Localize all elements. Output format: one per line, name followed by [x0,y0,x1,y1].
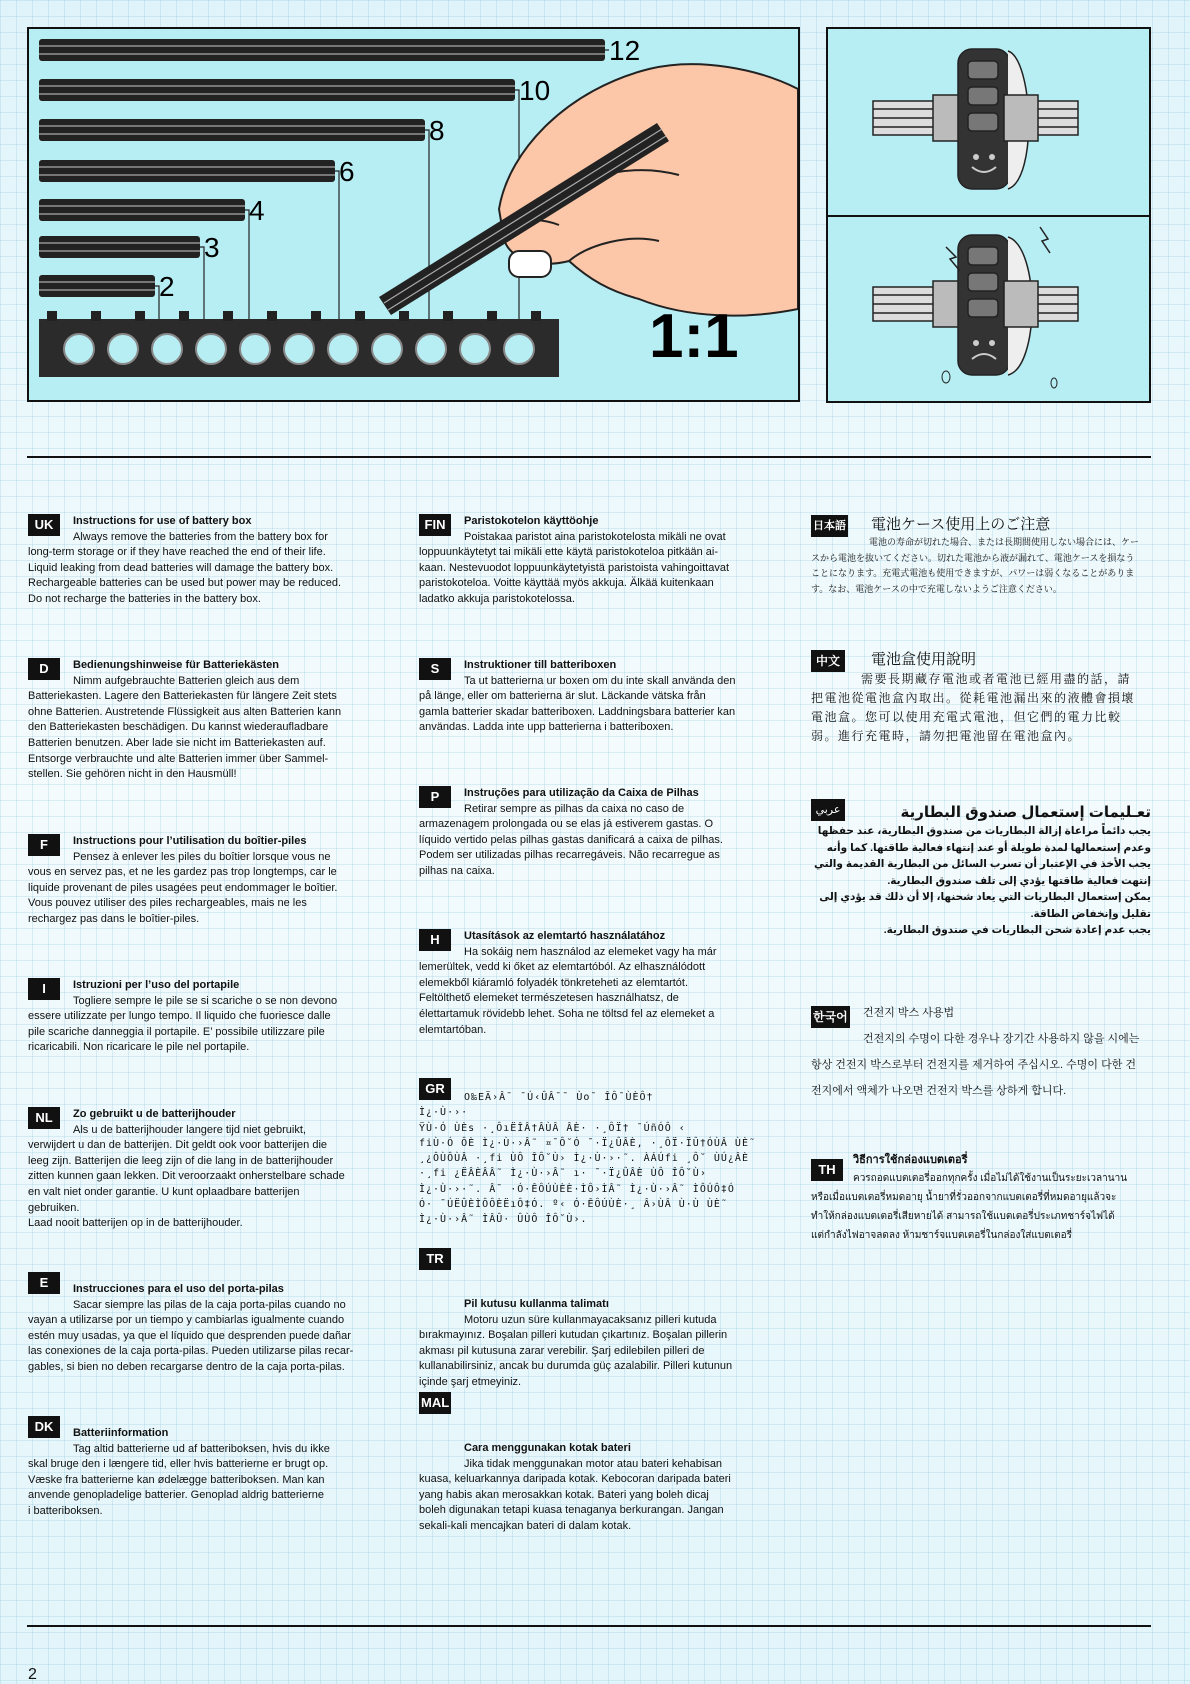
section-uk [28,514,378,608]
section-tr [419,1248,779,1391]
section-body: Als u de batterijhouder langere tijd niet gebruikt, verwijdert u dan de batterijen. Dit geldt ook voor batterijen die leeg zijn. Batterijen die leeg zijn of die lang in de batterijhouder zitten kunnen gaan lekken. Dit veroorzaakt onherstelbare schade en valt niet onder garantie. U kunt oplaadbare batterijen gebruiken. Laad nooit batterijen op in de batterijhouder. [28,1123,345,1230]
section-nl [28,1107,378,1232]
section-title: Instruktioner till batteriboxen [464,659,617,671]
axle-3 [39,236,200,258]
axle-10 [39,79,515,101]
bottom-divider [27,1625,1151,1627]
language-tag: P [419,786,451,808]
section-body: Ta ut batterierna ur boxen om du inte skall använda den på länge, eller om batterierna är slut. Läckande vätska från gamla batterier skadar batteriboxen. Laddningsbara batterier kan användas. Ladda inte upp batterierna i batteriboxen. [419,674,736,734]
section-dk [28,1416,378,1520]
section-jp [811,515,1151,597]
section-body: Tag altid batterierne ud af batteriboksen, hvis du ikke skal bruge den i længere tid, eller hvis batterierne er brugt op. Væske fra batterierne kan ødelægge batteriboksen. Man kan anvende genopladelige batterier. Genoplad aldrig batterierne i batteriboksen. [28,1442,330,1517]
length-label-10: 10 [519,75,551,106]
section-body: يجب دائماً مراعاة إزالة البطاريات من صندوق البطارية، عند حفظها وعدم إستعمالها لمدة طويلة أو عند إنتهاء فعالية طاقتها. كما وأنه يجب الأخذ في الإعتبار أن تسرب السائل من البطارية القديمة والتي إنتهت فعالية طاقتها يؤدي إلى تلف صندوق البطارية. يمكن إستعمال البطاريات التي يعاد شحنها، إلا أن ذلك قد يؤدي إلى تقليل وإنخفاض الطاقة. يجب عدم إعادة شحن البطاريات في صندوق البطارية. [813,825,1151,936]
axle-size-graphic [29,29,798,400]
section-title: 電池盒使用說明 [871,651,977,668]
language-tag: H [419,929,451,951]
section-body: Pensez à enlever les piles du boîtier lorsque vous ne vous en servez pas, et ne les gardez pas trop longtemps, car le liquide provenant de piles usagées peut endommager le boîtier. Vous pouvez utiliser des piles rechargeables, mais ne les rechargez pas dans le boîtier-piles. [28,850,338,925]
section-ar [811,799,1151,939]
language-tag: عربي [811,799,845,821]
section-body: Jika tidak menggunakan motor atau bateri kehabisan kuasa, keluarkannya daripada kotak. Kebocoran daripada bateri yang habis akan merosakkan kotak. Bateri yang boleh dicaj boleh digunakan tetapi kuasa tenaganya berkurangan. Jangan sekali-kali mencajkan bateri di dalam kotak. [419,1457,731,1532]
axle-6 [39,160,335,182]
section-title: Batteriinformation [73,1427,169,1439]
section-gr [419,1078,779,1228]
language-tag: E [28,1272,60,1294]
section-body: Poistakaa paristot aina paristokotelosta mikäli ne ovat loppuunkäytetyt tai mikäli ette käytä paristokoteloa pitkään ai- kaan. Nestevuodot loppuunkäytetyistä paristoista vahingoittavat paristokoteloa. Voitte käyttää myös akkuja. Älkää kuitenkaan ladatko akkuja paristokotelossa. [419,530,730,605]
section-kr [811,1006,1151,1104]
section-body: Always remove the batteries from the battery box for long-term storage or if they have reached the end of their life. Liquid leaking from dead batteries will damage the battery box. Rechargeable batteries can be used but power may be reduced. Do not recharge the batteries in the battery box. [28,530,342,605]
section-body: 電池の寿命が切れた場合、または長期間使用しない場合には、ケー スから電池を抜いてください。切れた電池から液が漏れて、電池ケースを損なう ことになります。充電式電池も使用できますが、パワーは弱くなることがありま す。なお、電池ケースの中で充電しないようご注意ください。 [811,537,1140,594]
section-i [28,978,378,1056]
section-title: Instructions for use of battery box [73,515,252,527]
language-tag: 日本語 [811,515,848,537]
section-title: Instruções para utilização da Caixa de Pilhas [464,787,699,799]
section-s [419,658,779,736]
section-title: Paristokotelon käyttöohje [464,515,599,527]
section-mal [419,1392,779,1535]
section-th [811,1153,1151,1245]
language-tag: FIN [419,514,451,536]
section-body: Motoru uzun süre kullanmayacaksanız pilleri kutuda bırakmayınız. Boşalan pilleri kutudan çıkartınız. Boşalan pillerin akması pil kutusuna zarar verebilir. Şarj edilebilen pilleri de kullanabilirsiniz, ancak bu durumda güç azalabilir. Pilleri kutunun içinde şarj etmeyiniz. [419,1313,733,1388]
length-label-12: 12 [609,35,641,66]
axle-2 [39,275,155,297]
language-tag: D [28,658,60,680]
axle-8 [39,119,425,141]
top-divider [27,456,1151,458]
section-fin [419,514,779,608]
language-tag: GR [419,1078,451,1100]
incorrect-gear-illustration [826,215,1151,403]
section-title: Zo gebruikt u de batterijhouder [73,1108,236,1120]
section-title: Istruzioni per l’uso del portapile [73,979,240,991]
axle-12 [39,39,605,61]
section-title: Cara menggunakan kotak bateri [464,1442,631,1454]
section-body: Nimm aufgebrauchte Batterien gleich aus dem Batteriekasten. Lagere den Batteriekasten für längere Zeit stets ohne Batterien. Austretende Flüssigkeit aus alten Batterien kann den Batteriekasten beschädigen. Du kannst wiederaufladbare Batterien benutzen. Aber lade sie nicht im Batteriekasten auf. Entsorge verbrauchte und alte Batterien immer über Sammel- stellen. Sie gehören nicht in den Hausmüll! [28,674,342,781]
language-tag: DK [28,1416,60,1438]
section-body: Ha sokáig nem használod az elemeket vagy ha már lemerültek, vedd ki őket az elemtartóból. Az elhasználódott elemekből kiáramló folyadék tönkreteheti az elemtartót. Feltölthető elemeket természetesen használhatsz, de élettartamuk rövidebb lehet. Soha ne töltsd fel az elemeket a elemtartóban. [419,945,717,1036]
language-tag: I [28,978,60,1000]
section-title: Instructions pour l’utilisation du boîtier-piles [73,835,307,847]
section-body: ควรถอดแบตเตอรี่ออกทุกครั้ง เมื่อไม่ได้ใช้งานเป็นระยะเวลานาน หรือเมื่อแบตเตอรี่หมดอายุ น้ำยาที่รั่วออกจากแบตเตอรี่ที่หมดอายุแล้วจะ ทำให้กล่องแบตเตอรี่เสียหายได้ สามารถใช้แบตเตอรี่ประเภทชาร์จไฟได้ แต่กำลังไฟอาจลดลง ห้ามชาร์จแบตเตอรี่ในกล่องใส่แบตเตอรี่ [811,1172,1128,1241]
section-body: Togliere sempre le pile se si scariche o se non devono essere utilizzate per lungo tempo. Il liquido che fuoriesce dalle pile scariche danneggia il portapile. E’ possibile utilizzare pile ricaricabili. Non ricaricare le pile nel portapile. [28,994,338,1054]
language-tag: TR [419,1248,451,1270]
section-p [419,786,779,880]
section-body: 건전지의 수명이 다한 경우나 장기간 사용하지 않을 시에는 항상 건전지 박스로부터 건전지를 제거하여 주십시오. 수명이 다한 건 전지에서 액체가 나오면 건전지 박스를 상하게 합니다. [811,1032,1140,1097]
section-title: Utasítások az elemtartó használatához [464,930,666,942]
section-f [28,834,378,928]
length-label-6: 6 [339,156,355,187]
axle-size-illustration [27,27,800,402]
language-tag: 한국어 [811,1006,850,1028]
length-label-4: 4 [249,195,265,226]
section-title: 건전지 박스 사용법 [863,1007,955,1019]
section-body: Sacar siempre las pilas de la caja porta-pilas cuando no vayan a utilizarse por un tiempo y cambiarlas igualmente cuando estén muy usadas, ya que el líquido que desprenden puede dañar las conexiones de la caja porta-pilas. Pueden utilizarse pilas recar- gables, si bien no deben recargarse dentro de la caja porta-pilas. [28,1298,354,1373]
happy-gear-graphic [828,29,1149,215]
section-d [28,658,378,783]
page-number: 2 [28,1666,37,1683]
length-label-2: 2 [159,271,175,302]
language-tag: NL [28,1107,60,1129]
section-e [28,1272,378,1376]
section-body: O‰EÄ›Â¯ ¯Ú‹ÛÂ¯¯ Ùo¯ ÎÔ¯ÙÈÔ† Ì¿·Ù·›· ŸÙ·Ó ÙÈs ·¸ÔıËÎÂ†ÂÙÂ ÂÈ· ·¸ÔÏ† ¯ÚñÓÔ ‹ fiÙ·Ó ÔÈ Ì¿·Ù·›Â˜ ¤¯Ô˘Ó ¯·Ï¿ÛÂÈ, ·¸ÔÏ·ÏÛ†ÓÙÂ ÙÈ˜ ¸¿ÔÙÔÙÂ ·¸fi ÙÔ ÎÔ˘Ù› Ì¿·Ù·›·˜. ÀÁÚfi ¸Ô˘ ÙÚ¿ÂÈ ·¸fi ¿ËÂÈÂÂ˜ Ì¿·Ù·›Â˜ ı· ¯·Ï¿ÛÂÈ ÙÔ ÎÔ˘Ù› Ì¿·Ù·›·˜. Â¯ ·Ó·ÊÔÚÙÈÈ·ÌÔ›ÌÂ˜ Ì¿·Ù·›Â˜ ÌÔÚÔ‡Ó Ó· ¯ÚËÛÈÌÔÔÈËıÔ‡Ó. º‹ Ó·ÊÔÚÙÈ·¸ Â›ÙÂ Ù·Ù ÙÈ˜ Ì¿·Ù·›Â˜ ÌÂÛ· ÛÙÔ ÎÔ˘Ù›. [419,1092,756,1226]
axle-4 [39,199,245,221]
section-title: Instrucciones para el uso del porta-pilas [73,1283,284,1295]
language-tag: 中文 [811,650,845,672]
section-title: Bedienungshinweise für Batteriekästen [73,659,279,671]
section-body: 需要長期藏存電池或者電池已經用盡的話，請 把電池從電池盒內取出。從耗電池漏出來的液體會損壞 電池盒。您可以使用充電式電池，但它們的電力比較 弱。進行充電時，請勿把電池留在電池盒內。 [811,672,1136,743]
language-tag: S [419,658,451,680]
sad-gear-graphic [828,217,1149,401]
section-body: Retirar sempre as pilhas da caixa no caso de armazenagem prolongada ou se elas já estiverem gastas. O líquido vertido pelas pilhas gastas danificará a caixa de pilhas. Podem ser utilizadas pilhas recarregáveis. Não recarregue as pilhas na caixa. [419,802,723,877]
section-title: วิธีการใช้กล่องแบตเตอรี่ [853,1154,968,1166]
language-tag: UK [28,514,60,536]
technic-beam [39,311,559,377]
section-cn [811,650,1151,746]
language-tag: TH [811,1159,843,1181]
section-title: Pil kutusu kullanma talimatı [464,1298,609,1310]
length-label-3: 3 [204,232,220,263]
scale-label: 1:1 [649,302,739,371]
language-tag: F [28,834,60,856]
length-label-8: 8 [429,115,445,146]
language-tag: MAL [419,1392,451,1414]
correct-gear-illustration [826,27,1151,217]
section-title: تعـليمات إستعمال صندوق البطارية [900,804,1151,821]
section-title: 電池ケース使用上のご注意 [871,516,1051,533]
section-h [419,929,779,1038]
